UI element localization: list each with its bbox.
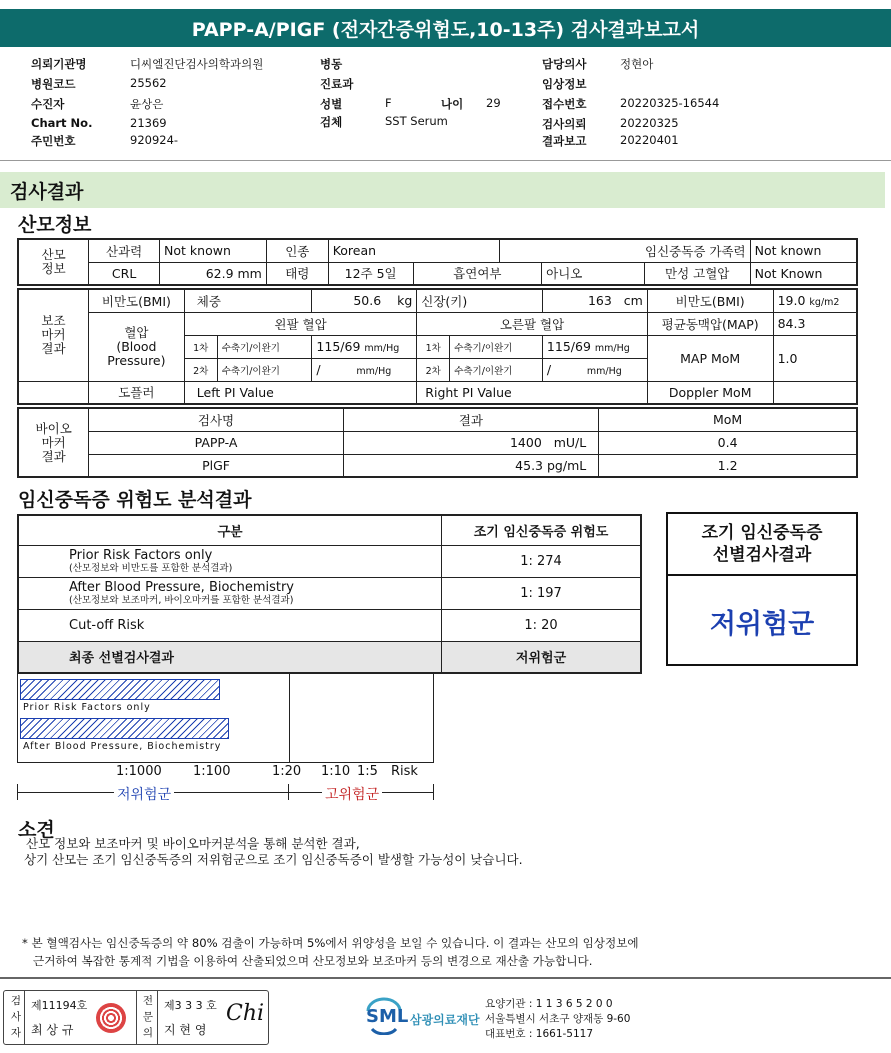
examiner-no: 제11194호: [31, 999, 88, 1012]
crl-value: 62.9 mm: [160, 262, 267, 285]
bio-col-result: 결과: [343, 408, 598, 431]
footer-divider-3: [157, 991, 158, 1044]
footnote-line-1: * 본 혈액검사는 임신중독증의 약 80% 검출이 가능하며 5%에서 위양성을 보일 수 있습니다. 이 결과는 산모의 임상정보에: [22, 936, 639, 950]
axis-cap-left: [17, 784, 18, 800]
label-resident-no: 주민번호: [31, 134, 76, 148]
weight-value: [312, 289, 417, 312]
risk-chart: [17, 673, 434, 763]
specialist-no: 제3 3 3 호: [164, 999, 217, 1012]
bio-group-label: 바이오 마커 결과: [18, 408, 89, 477]
label-doctor: 담당의사: [542, 57, 587, 71]
marker-group-label: 보조 마커 결과: [18, 289, 88, 381]
maternal-table: [17, 238, 858, 286]
report-title: PAPP-A/PIGF (전자간증위험도,10-13주) 검사결과보고서: [0, 9, 891, 47]
specialist-name: 지 현 영: [164, 1023, 207, 1037]
risk-row-prior: [18, 545, 442, 577]
final-result-label: 최종 선별검사결과: [18, 641, 442, 673]
screening-result-value: 저위험군: [709, 609, 815, 640]
papp-a-unit: mU/L: [553, 435, 587, 450]
plgf-result: [343, 454, 598, 477]
biomarker-table: [17, 407, 858, 478]
left-second-sysdia: 수축기/이완기: [217, 358, 312, 381]
header-divider: [0, 160, 891, 161]
left-second-number: /: [316, 362, 321, 377]
opinion-heading: 소견: [18, 819, 55, 841]
left-first-number: 115/69: [316, 339, 361, 354]
cutoff-line: [289, 674, 290, 762]
maternal-group-label: 산모 정보: [18, 239, 89, 285]
map-mom-label: MAP MoM: [647, 335, 773, 381]
tick-label-5: 1:5: [357, 764, 378, 779]
institution-code: 요양기관 : 1 1 3 6 5 2 0 0: [485, 998, 613, 1010]
risk-row-cutoff-name: Cut-off Risk: [18, 609, 442, 641]
bmi-label: 비만도(BMI): [88, 289, 184, 312]
label-department: 진료과: [320, 77, 354, 91]
maternal-heading: 산모정보: [18, 214, 92, 236]
screening-result-box: [666, 512, 858, 666]
value-sex: F: [385, 96, 392, 110]
height-unit: cm: [623, 293, 643, 309]
label-institution: 의뢰기관명: [31, 57, 87, 71]
risk-row-after-sub: (산모정보와 보조마커, 바이오마커를 포함한 분석결과): [69, 595, 294, 606]
papp-a-number: 1400: [509, 435, 542, 450]
risk-bar-label-1: Prior Risk Factors only: [23, 702, 151, 713]
opinion-line-2: 상기 산모는 조기 임신중독증의 저위험군으로 조기 임신중독증이 발생할 가능성이 낮습니다.: [24, 852, 523, 867]
risk-bar-label-2: After Blood Pressure, Biochemistry: [23, 741, 222, 752]
risk-row-after-name: After Blood Pressure, Biochemistry: [69, 580, 294, 595]
hypertension-value: Not Known: [750, 262, 857, 285]
opinion-line-1: 산모 정보와 보조마커 및 바이오마커분석을 통해 분석한 결과,: [26, 836, 360, 851]
weight-number: 50.6: [353, 293, 382, 309]
low-risk-label: 저위험군: [114, 784, 174, 804]
left-second-value: [312, 358, 417, 381]
label-hospital-code: 병원코드: [31, 77, 76, 91]
plgf-unit: pg/mL: [547, 457, 587, 473]
left-bp-label: 왼팔 혈압: [184, 312, 416, 335]
right-second-number: /: [546, 362, 552, 377]
final-result-value: 저위험군: [442, 641, 641, 673]
value-chart-no: 21369: [130, 116, 167, 130]
race-value: Korean: [328, 239, 500, 262]
right-first-value: [542, 335, 647, 358]
plgf-mom: 1.2: [599, 454, 857, 477]
map-label: 평균동맥압(MAP): [647, 312, 773, 335]
label-clinical-info: 임상정보: [542, 77, 587, 91]
height-number: 163: [587, 293, 612, 309]
label-age: 나이: [441, 97, 464, 111]
tick-label-2: 1:100: [193, 764, 231, 779]
weight-unit: kg: [397, 293, 413, 309]
risk-row-after: [18, 577, 442, 609]
signature-box: [3, 990, 269, 1045]
risk-row-prior-name: Prior Risk Factors only: [69, 548, 213, 563]
plgf-number: 45.3: [515, 457, 544, 473]
value-request-date: 20220325: [620, 116, 679, 130]
risk-row-after-value: 1: 197: [442, 577, 641, 609]
label-request-date: 검사의뢰: [542, 117, 587, 131]
family-history-label: 임신중독증 가족력: [500, 239, 750, 262]
value-hospital-code: 25562: [130, 76, 167, 90]
left-first-unit: mm/Hg: [364, 343, 400, 354]
specialist-label: 전 문 의: [142, 995, 154, 1039]
weight-label: 체중: [184, 289, 312, 312]
papp-a-name: PAPP-A: [89, 431, 343, 454]
footnote-line-2: 근거하여 복잡한 통계적 기법을 이용하여 산출되었으며 산모정보와 보조마커 등의 변경으로 재산출 가능합니다.: [33, 954, 593, 968]
right-first-unit: mm/Hg: [594, 343, 630, 354]
value-report-date: 20220401: [620, 133, 679, 147]
bmi2-label: 비만도(BMI): [647, 289, 773, 312]
axis-cap-right: [433, 784, 434, 800]
right-second-label: 2차: [417, 358, 450, 381]
crl-label: CRL: [89, 262, 160, 285]
logo-text: SML: [366, 1006, 409, 1027]
org-name: 삼광의료재단: [410, 1013, 480, 1027]
plgf-name: PlGF: [89, 454, 343, 477]
tick-label-4: 1:10: [321, 764, 351, 779]
bmi-value: [773, 289, 857, 312]
ga-value: 12주 5일: [328, 262, 413, 285]
right-second-unit: mm/Hg: [586, 366, 622, 377]
risk-bar-2: [20, 718, 229, 739]
label-receipt-no: 접수번호: [542, 97, 587, 111]
smoking-label: 흡연여부: [413, 262, 542, 285]
risk-row-prior-sub: (산모정보와 비만도를 포함한 분석결과): [69, 563, 233, 574]
examiner-label: 검 사 자: [10, 995, 22, 1039]
value-doctor: 정현아: [620, 57, 654, 71]
right-bp-label: 오른팔 혈압: [417, 312, 648, 335]
examiner-name: 최 상 규: [31, 1023, 74, 1037]
footer-divider: [0, 977, 891, 979]
papp-a-mom: 0.4: [599, 431, 857, 454]
parity-value: Not known: [160, 239, 267, 262]
risk-heading: 임신중독증 위험도 분석결과: [18, 489, 252, 511]
risk-row-cutoff-value: 1: 20: [442, 609, 641, 641]
value-specimen: SST Serum: [385, 114, 448, 128]
ga-label: 태령: [266, 262, 328, 285]
left-first-label: 1차: [184, 335, 217, 358]
label-patient: 수진자: [31, 97, 65, 111]
right-second-sysdia: 수축기/이완기: [450, 358, 543, 381]
race-label: 인종: [266, 239, 328, 262]
footer-divider-1: [24, 991, 25, 1044]
value-patient: 윤상은: [130, 97, 164, 111]
bmi-number: 19.0: [777, 293, 806, 309]
label-chart-no: Chart No.: [31, 116, 93, 130]
risk-col-category: 구분: [18, 515, 442, 545]
smoking-value: 아니오: [542, 262, 645, 285]
doppler-label: 도플러: [88, 381, 184, 404]
value-institution: 디씨엘진단검사의학과의원: [130, 57, 264, 71]
left-second-label: 2차: [184, 358, 217, 381]
tick-label-3: 1:20: [272, 764, 302, 779]
height-value: [542, 289, 647, 312]
institution-address: 서울특별시 서초구 양재동 9-60: [485, 1013, 631, 1025]
bp-label: 혈압 (Blood Pressure): [88, 312, 184, 381]
examiner-seal: [96, 1003, 126, 1033]
signature: Chi: [226, 1001, 265, 1026]
risk-row-prior-value: 1: 274: [442, 545, 641, 577]
high-risk-label: 고위험군: [322, 784, 382, 804]
bio-col-mom: MoM: [599, 408, 857, 431]
left-second-unit: mm/Hg: [356, 366, 392, 377]
screening-result-title: 조기 임신중독증 선별검사결과: [668, 514, 856, 576]
parity-label: 산과력: [89, 239, 160, 262]
value-resident-no: 920924-: [130, 133, 179, 147]
right-pi-label: Right PI Value: [417, 381, 648, 404]
doppler-mom-value: [773, 381, 857, 404]
left-first-value: [312, 335, 417, 358]
hypertension-label: 만성 고혈압: [644, 262, 750, 285]
value-age: 29: [486, 96, 501, 110]
right-second-value: [542, 358, 647, 381]
label-sex: 성별: [320, 97, 343, 111]
label-ward: 병동: [320, 57, 343, 71]
risk-table: [17, 514, 642, 674]
left-pi-label: Left PI Value: [184, 381, 416, 404]
marker-table: [17, 288, 858, 405]
papp-a-result: [343, 431, 598, 454]
map-value: 84.3: [773, 312, 857, 335]
right-first-sysdia: 수축기/이완기: [450, 335, 543, 358]
right-first-label: 1차: [417, 335, 450, 358]
doppler-mom-label: Doppler MoM: [647, 381, 773, 404]
height-label: 신장(키): [417, 289, 543, 312]
right-first-number: 115/69: [546, 339, 591, 354]
section-title: 검사결과: [0, 172, 885, 208]
institution-phone: 대표번호 : 1661-5117: [485, 1028, 594, 1040]
value-receipt-no: 20220325-16544: [620, 96, 720, 110]
axis-cap-mid: [288, 784, 289, 800]
risk-bar-1: [20, 679, 220, 700]
left-first-sysdia: 수축기/이완기: [217, 335, 312, 358]
map-mom-value: 1.0: [773, 335, 857, 381]
tick-label-6: Risk: [391, 764, 418, 779]
label-specimen: 검체: [320, 115, 343, 129]
bmi-unit: kg/m2: [809, 297, 840, 309]
bio-col-test: 검사명: [89, 408, 343, 431]
label-report-date: 결과보고: [542, 134, 587, 148]
footer-divider-2: [136, 991, 137, 1044]
family-history-value: Not known: [750, 239, 857, 262]
tick-label-1: 1:1000: [116, 764, 162, 779]
risk-col-risk: 조기 임신중독증 위험도: [442, 515, 641, 545]
